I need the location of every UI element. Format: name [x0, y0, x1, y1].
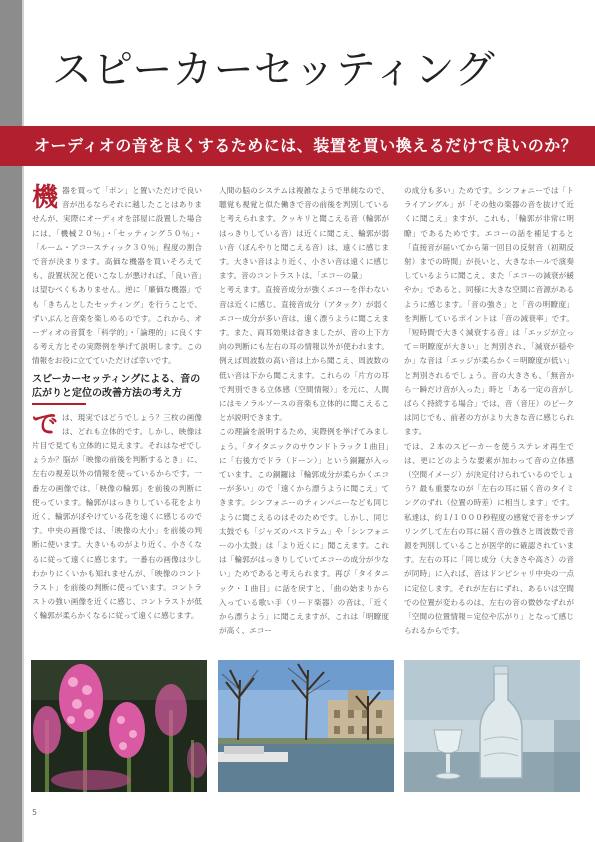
subheading-rule	[32, 403, 86, 405]
column-3	[404, 184, 574, 639]
column-2	[219, 184, 389, 639]
paragraph: は、現実ではどうでしょう？三枚の画像は、どれも立体的です。しかし、映像は片目で見ても立体的に見えます。それはなぜでしょうか？脳が「映像の前後を判断するとき」に、左右の視差以外の情報を使っているからです。一番左の画像では、「映像の輪郭」を前後の判断に使っています。輪郭がはっきりしている花をより近く、輪郭がぼやけている花を遠くに感じるのです。中央の画像では、「映像の大小」を前後の判断に使います。大きいものがより近く、小さくなるに従って遠くに感じます。一番右の画像は少しわかりにくいかも知れませんが、「映像のコントラスト」を前後の判断に使っています。コントラストの強い画像を近くに感じ、コントラストが低く輪郭が柔らかくなるに従って遠くに感じます。	[32, 412, 202, 621]
banner-text: オーディオの音を良くするためには、装置を買い換えるだけで良いのか？	[34, 136, 578, 155]
column-1	[32, 184, 202, 624]
dropcap: で	[32, 409, 59, 440]
page-number: 5	[32, 808, 38, 817]
paragraph: 器を買って「ポン」と置いただけで良い音が出るならそれに越したことはありませんが、実際にオーディオを部屋に設置した場合には、「機械２０％」・「セッティング５０％」・「ルーム・アコースティック３０％」程度の割合で音が決まります。高価な機器を買いそろえても、設置状況と使いこなしが悪ければ、「良い音」は望むべくもありません。逆に「廉価な機器」でも「きちんとしたセッティング」を行うことで、ずいぶんと音楽を楽しめるのです。これから、オーディオの音質を「科学的」・「論理的」に良くする考え方とその実際例を挙げて説明します。この情報をお役に立てていただけば幸いです。	[32, 186, 202, 366]
paragraph: では、２本のスピーカーを使うステレオ再生では、更にどのような要素が加わって音の立体感（空間イメージ）が決定付けられているのでしょう？最も重要なのが「左右の耳に届く音のタイミングのずれ（位置の時差）に相当します」です。私達は、約１/１０００秒程度の感覚で音をサンプリングして左右の耳に届く音の強さと周波数で音源を判別していることが医学的に確認されています。左右の耳に「同じ成分（大きさや高さ）の音が同時」に入れば、音はドンピシャリ中央の一点に定位します。それが左右にずれ、あるいは空間での位置が変わるのは、左右の音の微妙なずれが「空間の位置情報＝定位や広がり」となって感じられるからです。	[404, 441, 574, 636]
paragraph: 人間の脳のシステムは複雑なようで単純なので、聴覚も視覚と似た働きで音の前後を判別していると考えられます。クッキリと聞こえる音（輪郭がはっきりしている音）は近くに聞こえ、輪郭が弱い音（ぼんやりと聞こえる音）は、遠くに感じます。大きい音はより近く、小さい音は遠くに感じます。音のコントラストは、「エコーの量」	[219, 186, 389, 281]
flower-photo	[31, 660, 207, 792]
page-title: スピーカーセッティング	[52, 47, 496, 93]
paragraph: この理論を説明するため、実際例を挙げてみましょう。「タイタニックのサウンドトラック１曲目」に「右後方でドラ（ドーン）」という銅鑼が入っています。この銅鑼は「輪郭成分が柔らかくエコーが多い」ので「遠くから漂うように聞こえ」てきます。シンフォニーのティンパニーなども同じように聞こえるのはそのためです。しかし、同じ太鼓でも「ジャズのバスドラム」や「シンフォニーの小太鼓」は「より近くに」聞こえます。これは「輪郭がはっきりしていてエコーの成分が少ない」ためであると考えられます。再び「タイタニック・１曲目」に話を戻すと、「曲の始まりから入っている歌い手（リード楽器）の音は、「近くから漂うよう」に聞こえますが、これは「明瞭度が高く、エコー	[219, 427, 389, 636]
paragraph: と考えます。直接音成分が強くエコーを伴わない音は近くに感じ、直接音成分（アタック）が弱くエコー成分が多い音は、遠く漂うように聞こえます。また、両耳効果は省きましたが、音の上下方向の判断にも左右の耳の情報以外が使われます。例えば周波数の高い音は上から聞こえ、周波数の低い音は下から聞こえます。これらの「片方の耳で判別できる立体感（空間情報）」を元に、人間にはモノラルソースの音楽も立体的に聞こえることが説明できます。	[219, 285, 389, 423]
canal-photo	[218, 660, 394, 792]
paragraph: の成分も多い」ためです。シンフォニーでは「トライアングル」が「その他の楽器の音を抜けて近くに聞こえ」ますが、これも、「輪郭が非常に明瞭」であるためです。エコーの話を補足すると「直接音が届いてから第一回目の反射音（初期反射）までの時間」が長いと、大きなホールで演奏しているように聞こえ、また「エコーの減衰が緩やか」であると、同様に大きな空間に音源があるように感じます。「音の強さ」と「音の明瞭度」を判断しているポイントは「音の減衰率」です。「短時間で大きく減衰する音」は「エッジが立って＝明瞭度が大きい」と判別され、「減衰が穏やか」な音は「エッジが柔らかく＝明瞭度が低い」と判別されるでしょう。音の大きさも、「無音から一瞬だけ音が入った」時と「ある一定の音がしばらく持続する場合」では、音（音圧）のピークは同じでも、前者の方がより大きな音に感じられます。	[404, 186, 574, 437]
glass-bottle-photo	[404, 660, 580, 792]
headline-banner	[0, 126, 595, 166]
subheading: スピーカーセッティングによる、音の広がりと定位の改善方法の考え方	[32, 373, 201, 399]
dropcap: 機	[32, 183, 59, 213]
